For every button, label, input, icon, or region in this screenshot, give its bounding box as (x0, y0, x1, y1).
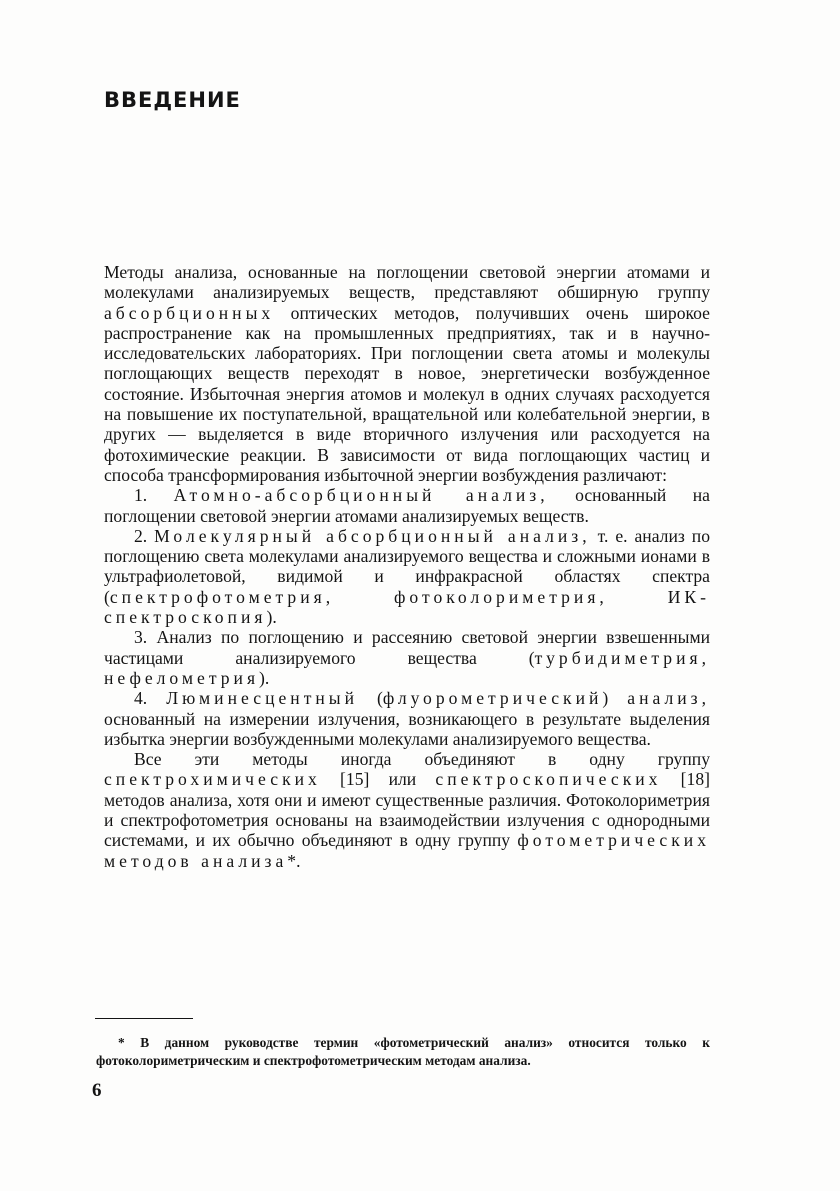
footnote-mark: *. (287, 850, 301, 871)
list-item-2: 2. Молекулярный абсорбционный анализ, т. е. анализ по поглощению света молекулами анализируемого вещества и сложными ионами в ультрафиолетовой, видимой и инфракрасной областях спектра (спектрофотометрия, фотоколориметрия, ИК-спектроскопия). (104, 525, 710, 628)
emphasized-term: Молекулярный абсорбционный анализ, (154, 525, 591, 546)
footnote-divider (95, 1018, 193, 1019)
emphasized-term: турбидиметрия, нефелометрия (104, 647, 710, 688)
list-item-1: 1. Атомно-абсорбционный анализ, основанный на поглощении световой энергии атомами анализируемых веществ. (104, 485, 710, 526)
page-number: 6 (92, 1080, 102, 1101)
footnote: * В данном руководстве термин «фотометрический анализ» относится только к фотоколориметрическим и спектрофотометрическим методам анализа. (96, 1035, 710, 1068)
conclusion-paragraph: Все эти методы иногда объединяют в одну группу спектрохимических [15] или спектроскопических [18] методов анализа, хотя они и имеют существенные различия. Фотоколориметрия и спектрофотометрия основаны на взаимодействии излучения с однородными системами, и их обычно объединяют в одну группу фотометрических методов анализа*. (104, 749, 710, 871)
emphasized-term: спектрохимических (104, 769, 321, 790)
list-item-4: 4. Люминесцентный (флуорометрический) анализ, основанный на измерении излучения, возникающего в результате выделения избытка энергии возбужденными молекулами анализируемого вещества. (104, 688, 711, 749)
emphasized-term: Атомно-абсорбционный анализ, (173, 485, 549, 506)
emphasized-term: спектрофотометрия, фотоколориметрия, ИК-спектроскопия (104, 586, 710, 628)
emphasized-term: абсорбционных (104, 302, 275, 323)
emphasized-term: Люминесцентный (166, 688, 359, 709)
list-item-3: 3. Анализ по поглощению и рассеянию световой энергии взвешенными частицами анализируемого вещества (турбидиметрия, нефелометрия). (104, 627, 710, 688)
emphasized-term: флуорометрический (382, 688, 603, 709)
emphasized-term: спектроскопических (435, 769, 662, 790)
emphasized-term: фотометрических методов анализа (104, 830, 710, 871)
page-title: ВВЕДЕНИЕ (104, 88, 241, 112)
main-text (104, 262, 710, 871)
emphasized-term: анализ, (627, 688, 711, 709)
intro-paragraph: Методы анализа, основанные на поглощении световой энергии атомами и молекулами анализируемых веществ, представляют обширную группу абсорбционных оптических методов, получивших очень широкое распространение как на промышленных предприятиях, так и в научно-исследовательских лабораториях. При поглощении света атомы и молекулы поглощающих веществ переходят в новое, энергетически возбужденное состояние. Избыточная энергия атомов и молекул в одних случаях расходуется на повышение их поступательной, вращательной или колебательной энергии, в других — выделяется в виде вторичного излучения или расходуется на фотохимические реакции. В зависимости от вида поглощающих частиц и способа трансформирования избыточной энергии возбуждения различают: (104, 262, 710, 485)
